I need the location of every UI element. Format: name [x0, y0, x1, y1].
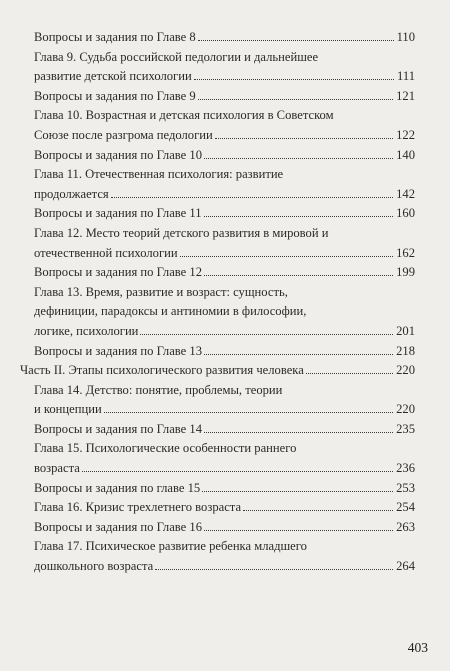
toc-entry — [20, 204, 415, 224]
dot-leader — [204, 215, 394, 217]
dot-leader — [198, 98, 393, 100]
toc-entry-title-line: Глава 14. Детство: понятие, проблемы, теории — [34, 382, 283, 397]
toc-entry-page: 121 — [396, 88, 415, 103]
dot-leader — [204, 157, 393, 159]
toc-entry — [20, 537, 415, 576]
dot-leader — [243, 509, 393, 511]
toc-entry-title-line: Глава 13. Время, развитие и возраст: сущность, — [34, 284, 288, 299]
dot-leader — [82, 470, 393, 472]
toc-entry-title-line: Глава 10. Возрастная и детская психология в Советском — [34, 108, 334, 123]
toc-entry-leader-row — [34, 518, 415, 538]
toc-entry-page: 218 — [396, 343, 415, 358]
dot-leader — [204, 529, 393, 531]
toc-entry — [20, 224, 415, 263]
toc-entry-page: 110 — [396, 30, 415, 44]
table-of-contents — [20, 28, 415, 577]
toc-entry-title: Вопросы и задания по Главе 12 — [34, 265, 203, 280]
toc-entry-title: Часть II. Этапы психологического развития человека — [20, 363, 304, 378]
toc-entry-leader-row — [34, 400, 415, 420]
toc-entry-leader-row — [34, 28, 415, 48]
toc-entry-page: 263 — [396, 519, 415, 534]
toc-entry-leader-row — [34, 498, 415, 518]
toc-entry-page: 201 — [396, 323, 415, 338]
toc-entry-title: Вопросы и задания по главе 15 — [34, 480, 201, 495]
toc-entry-leader-row — [20, 361, 415, 381]
toc-entry-title: логике, психологии — [34, 323, 139, 338]
toc-entry-title: Вопросы и задания по Главе 14 — [34, 421, 203, 436]
toc-entry-leader-row — [34, 459, 415, 479]
toc-entry-page: 162 — [396, 245, 415, 260]
toc-part-entry — [20, 361, 415, 381]
toc-entry-title-line: Глава 15. Психологические особенности раннего — [34, 441, 297, 456]
toc-entry-page: 111 — [397, 69, 415, 84]
toc-entry-page: 235 — [396, 421, 415, 436]
toc-entry-leader-row — [34, 420, 415, 440]
toc-entry-leader-row — [34, 557, 415, 577]
toc-entry-leader-row — [34, 126, 415, 146]
toc-entry-leader-row — [34, 244, 415, 264]
dot-leader — [104, 411, 393, 413]
toc-entry-leader-row — [34, 479, 415, 499]
toc-entry — [20, 420, 415, 440]
dot-leader — [204, 274, 393, 276]
toc-entry — [20, 439, 415, 478]
toc-entry-page: 220 — [396, 402, 415, 417]
toc-entry — [20, 518, 415, 538]
toc-entry-title: возраста — [34, 461, 80, 476]
toc-entry-title-line: Глава 11. Отечественная психология: развитие — [34, 167, 284, 182]
toc-entry-page: 140 — [396, 147, 415, 162]
toc-entry-leader-row — [34, 146, 415, 166]
toc-entry-title: Вопросы и задания по Главе 10 — [34, 147, 203, 162]
dot-leader — [204, 353, 393, 355]
toc-entry-title: Вопросы и задания по Главе 16 — [34, 519, 203, 534]
toc-entry-leader-row — [34, 322, 415, 342]
toc-entry-page: 199 — [396, 265, 415, 280]
toc-entry-title: Вопросы и задания по Главе 8 — [34, 30, 196, 44]
toc-entry — [20, 48, 415, 87]
toc-entry-page: 236 — [396, 461, 415, 476]
toc-entry — [20, 106, 415, 145]
toc-entry-leader-row — [34, 67, 415, 87]
toc-entry-title: и концепции — [34, 402, 102, 417]
toc-entry-title: Глава 16. Кризис трехлетнего возраста — [34, 500, 242, 515]
toc-entry — [20, 263, 415, 283]
toc-entry — [20, 28, 415, 48]
toc-entry-title: Союзе после разгрома педологии — [34, 127, 213, 142]
toc-entry — [20, 381, 415, 420]
toc-entry — [20, 479, 415, 499]
toc-entry-page: 264 — [396, 559, 415, 574]
toc-entry-title: Вопросы и задания по Главе 11 — [34, 206, 202, 221]
dot-leader — [111, 196, 393, 198]
toc-entry-title-line: Глава 12. Место теорий детского развития в мировой и — [34, 225, 329, 240]
toc-entry-page: 160 — [396, 206, 415, 221]
toc-entry-page: 254 — [396, 500, 415, 515]
toc-entry-title: Вопросы и задания по Главе 9 — [34, 88, 196, 103]
toc-entry-leader-row — [34, 342, 415, 362]
toc-entry-leader-row — [34, 185, 415, 205]
toc-entry — [20, 498, 415, 518]
toc-entry-title: дошкольного возраста — [34, 559, 154, 574]
dot-leader — [194, 78, 394, 80]
dot-leader — [306, 372, 393, 374]
toc-entry-title-line: Глава 17. Психическое развитие ребенка младшего — [34, 539, 307, 554]
dot-leader — [215, 137, 393, 139]
toc-entry-title: продолжается — [34, 186, 109, 201]
toc-entry-title: Вопросы и задания по Главе 13 — [34, 343, 203, 358]
toc-entry-page: 142 — [396, 186, 415, 201]
toc-entry-title: отечественной психологии — [34, 245, 178, 260]
toc-entry — [20, 342, 415, 362]
dot-leader — [202, 490, 393, 492]
toc-entry-page: 122 — [396, 127, 415, 142]
toc-entry — [20, 146, 415, 166]
toc-entry-leader-row — [34, 263, 415, 283]
toc-entry-page: 220 — [396, 363, 415, 378]
dot-leader — [198, 39, 394, 41]
toc-entry — [20, 283, 415, 342]
toc-entry — [20, 87, 415, 107]
toc-entry-leader-row — [34, 204, 415, 224]
toc-entry — [20, 165, 415, 204]
dot-leader — [155, 568, 393, 570]
page-number: 403 — [407, 640, 428, 655]
toc-entry-page: 253 — [396, 480, 415, 495]
dot-leader — [204, 431, 393, 433]
dot-leader — [180, 255, 393, 257]
dot-leader — [140, 333, 393, 335]
toc-entry-title-line: Глава 9. Судьба российской педологии и дальнейшее — [34, 49, 319, 64]
toc-entry-leader-row — [34, 87, 415, 107]
toc-entry-title-line: дефиниции, парадоксы и антиномии в философии, — [34, 304, 307, 319]
toc-entry-title: развитие детской психологии — [34, 69, 192, 84]
